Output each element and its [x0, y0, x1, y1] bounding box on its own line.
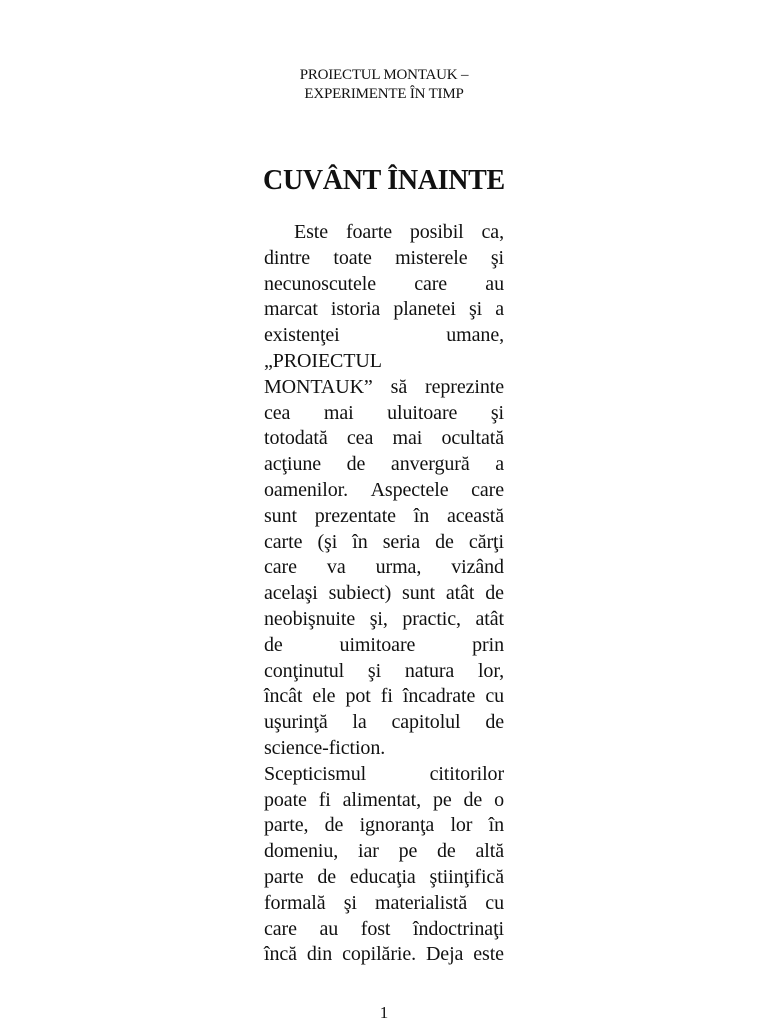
text-line: de uimitoare prin — [264, 633, 504, 656]
text-line: care au fost îndoctrinaţi — [264, 917, 504, 940]
text-line: sunt prezentate în această — [264, 504, 504, 527]
text-line: carte (şi în seria de cărţi — [264, 530, 504, 553]
text-line: marcat istoria planetei şi a — [264, 298, 504, 321]
text-line: uşurinţă la capitolul de — [264, 711, 504, 734]
running-header-line-2: EXPERIMENTE ÎN TIMP — [304, 86, 464, 102]
text-line: existenţei umane, — [264, 324, 504, 347]
page-number: 1 — [379, 1003, 389, 1022]
text-line: totodată cea mai ocultată — [264, 427, 504, 450]
running-header — [0, 66, 768, 104]
text-line: MONTAUK” să reprezinte — [264, 375, 504, 398]
text-line: poate fi alimentat, pe de o — [264, 788, 504, 811]
text-line: acţiune de anvergură a — [264, 453, 504, 476]
text-line: Scepticismul cititorilor — [264, 762, 504, 785]
text-line: „PROIECTUL — [264, 349, 382, 372]
text-line: formală şi materialistă cu — [264, 891, 504, 914]
text-line: domeniu, iar pe de altă — [264, 840, 504, 863]
text-line: parte, de ignoranţa lor în — [264, 814, 504, 837]
text-line: neobişnuite şi, practic, atât — [264, 607, 504, 630]
text-line: conţinutul şi natura lor, — [264, 659, 504, 682]
text-line: oamenilor. Aspectele care — [264, 478, 504, 501]
chapter-title: CUVÂNT ÎNAINTE — [263, 165, 505, 196]
text-line: încât ele pot fi încadrate cu — [264, 685, 504, 708]
text-line: dintre toate misterele şi — [264, 246, 504, 269]
text-line: acelaşi subiect) sunt atât de — [264, 582, 504, 605]
text-line: necunoscutele care au — [264, 272, 504, 295]
running-header-line-1: PROIECTUL MONTAUK – — [299, 67, 469, 83]
text-line: cea mai uluitoare şi — [264, 401, 504, 424]
text-line: parte de educaţia ştiinţifică — [264, 865, 504, 888]
text-line: încă din copilărie. Deja este — [264, 943, 504, 966]
text-line: science-fiction. — [264, 736, 386, 759]
text-line: Este foarte posibil ca, — [294, 221, 504, 243]
body-paragraph — [264, 220, 504, 968]
text-line: care va urma, vizând — [264, 556, 504, 579]
